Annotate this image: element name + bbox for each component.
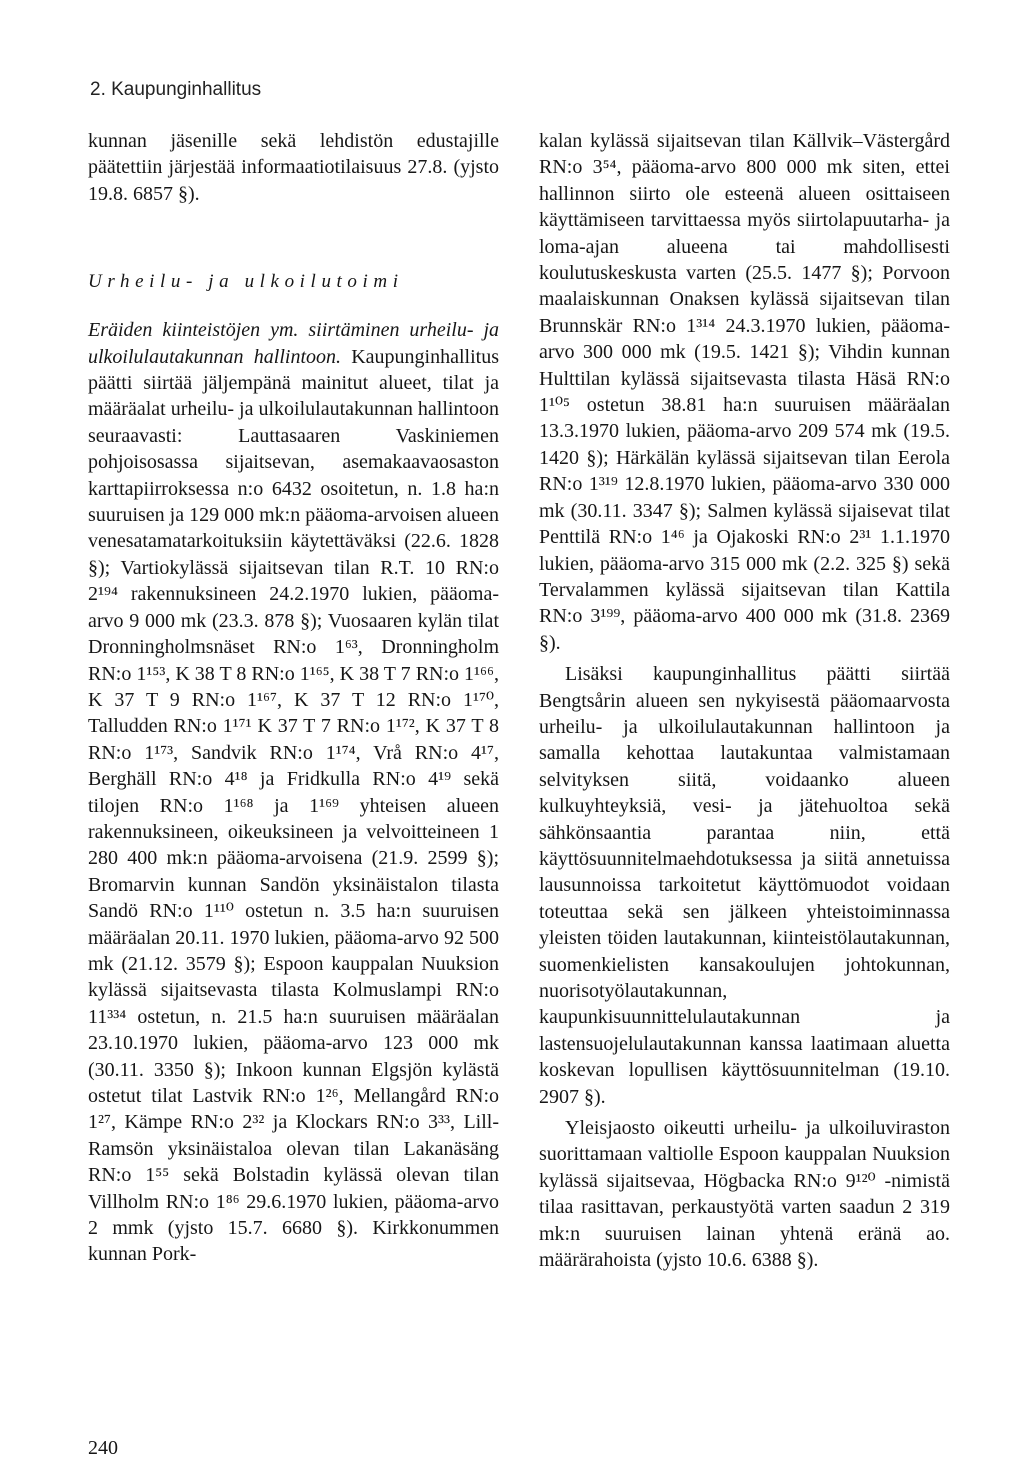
section-heading: Urheilu- ja ulkoilutoimi — [88, 271, 404, 293]
section-paragraph — [88, 317, 499, 1268]
subheading: Eräiden kiinteistöjen ym. siirtäminen urheilu- ja ulkoilulautakunnan hallintoon. — [88, 319, 499, 368]
paragraph: Lisäksi kaupunginhallitus päätti siirtää Bengtsårin alueen sen nykyisestä pääomaarvosta urheilu- ja ulkoilulautakunnan hallintoon ja samalla kehottaa lautakuntaa valmistamaan selvityksen siitä, voidaanko alueen kulkuyhteyksiä, vesi- ja jätehuoltoa sekä sähkönsaantia parantaa niin, että käyttösuunnitelmaehdotuksessa ja siitä annetuissa lausunnoissa tarkoitetut käyttömuodot voidaan toteuttaa sekä sen jälkeen yhteistoiminnassa yleisten töiden lautakunnan, kiinteistölautakunnan, suomenkielisten kansakoulujen johtokunnan, nuorisotyölautakunnan, kaupunkisuunnittelulautakunnan ja lastensuojelulautakunnan kanssa laatimaan aluetta koskevan lopullisen käyttösuunnitelman (19.10. 2907 §). — [539, 663, 950, 1108]
page-number: 240 — [88, 1437, 118, 1459]
paragraph: kunnan jäsenille sekä lehdistön edustajille päätettiin järjestää informaatiotilaisuus 27.8. (yjsto 19.8. 6857 §). — [88, 130, 499, 205]
paragraph-text: Kaupunginhallitus päätti siirtää jäljempänä mainitut alueet, tilat ja määräalat urheilu- ja ulkoilulautakunnan hallintoon seuraavasti: Lauttasaaren Vaskiniemen pohjoisosassa sijaitsevan, asemakaavaosaston karttapiirroksessa n:o 6432 osoitetun, n. 1.8 ha:n suuruisen ja 129 000 mk:n pääoma-arvoisen alueen venesatamatarkoituksiin käytettäväksi (22.6. 1828 §); Vartiokylässä sijaitsevan tilan R.T. 10 RN:o 2¹⁹⁴ rakennuksineen 24.2.1970 lukien, pääoma-arvo 9 000 mk (23.3. 878 §); Vuosaaren kylän tilat Dronningholmsnäset RN:o 1⁶³, Dronningholm RN:o 1¹⁵³, K 38 T 8 RN:o 1¹⁶⁵, K 38 T 7 RN:o 1¹⁶⁶, K 37 T 9 RN:o 1¹⁶⁷, K 37 T 12 RN:o 1¹⁷⁰, Talludden RN:o 1¹⁷¹ K 37 T 7 RN:o 1¹⁷², K 37 T 8 RN:o 1¹⁷³, Sandvik RN:o 1¹⁷⁴, Vrå RN:o 4¹⁷, Berghäll RN:o 4¹⁸ ja Fridkulla RN:o 4¹⁹ sekä tilojen RN:o 1¹⁶⁸ ja 1¹⁶⁹ yhteisen alueen rakennuksineen, oikeuksineen ja velvoitteineen 1 280 400 mk:n pääoma-arvoisena (21.9. 2599 §); Bromarvin kunnan Sandön yksinäistalon tilasta Sandö RN:o 1¹¹⁰ ostetun n. 3.5 ha:n suuruisen määräalan 20.11. 1970 lukien, pääoma-arvo 92 500 mk (21.12. 3579 §); Espoon kauppalan Nuuksion kylässä sijaitsevasta tilasta Kolmuslampi RN:o 11³³⁴ ostetun, n. 21.5 ha:n suuruisen määräalan 23.10.1970 lukien, pääoma-arvo 123 000 mk (30.11. 3350 §); Inkoon kunnan Elgsjön kylästä ostetut tilat Lastvik RN:o 1²⁶, Mellangård RN:o 1²⁷, Kämpe RN:o 2³² ja Klockars RN:o 3³³, Lill-Ramsön yksinäistaloa olevan tilan Lakanäsäng RN:o 1⁵⁵ sekä Bolstadin kylässä olevan tilan Villholm RN:o 1⁸⁶ 29.6.1970 lukien, pääoma-arvo 2 mmk (yjsto 15.7. 6680 §). Kirkkonummen kunnan Pork- — [88, 345, 499, 1266]
running-head: 2. Kaupunginhallitus — [90, 79, 262, 100]
paragraph: kalan kylässä sijaitsevan tilan Källvik–Västergård RN:o 3⁵⁴, pääoma-arvo 800 000 mk siten, ettei hallinnon siirto ole esteenä alueen osittaiseen käyttämiseen tarvittaessa myös siirtolapuutarha- ja loma-ajan alueena tai mahdollisesti koulutuskeskusta varten (25.5. 1477 §); Porvoon maalaiskunnan Onaksen kylässä sijaitsevan tilan Brunnskär RN:o 1³¹⁴ 24.3.1970 lukien, pääoma-arvo 300 000 mk (19.5. 1421 §); Vihdin kunnan Hulttilan kylässä sijaitsevasta tilasta Häsä RN:o 1¹⁰⁵ ostetun 38.81 ha:n suuruisen määräalan 13.3.1970 lukien, pääoma-arvo 209 574 mk (19.5. 1420 §); Härkälän kylässä sijaitsevan tilan Eerola RN:o 1³¹⁹ 12.8.1970 lukien, pääoma-arvo 330 000 mk (30.11. 3347 §); Salmen kylässä sijaisevat tilat Penttilä RN:o 1⁴⁶ ja Ojakoski RN:o 2³¹ 1.1.1970 lukien, pääoma-arvo 315 000 mk (2.2. 325 §) sekä Tervalammen kylässä sijaitsevan tilan Kattila RN:o 3¹⁹⁹, pääoma-arvo 400 000 mk (31.8. 2369 §). — [539, 130, 950, 654]
paragraph: Yleisjaosto oikeutti urheilu- ja ulkoiluviraston suorittamaan valtiolle Espoon kauppalan Nuuksion kylässä sijaitsevaa, Högbacka RN:o 9¹²⁰ -nimistä tilaa rasittavan, perkaustyötä varten saadun 2 319 mk:n suuruisen lainan yhtenä eränä ao. määrärahoista (yjsto 10.6. 6388 §). — [539, 1117, 950, 1272]
right-column — [539, 128, 950, 1273]
left-column — [88, 128, 499, 1268]
